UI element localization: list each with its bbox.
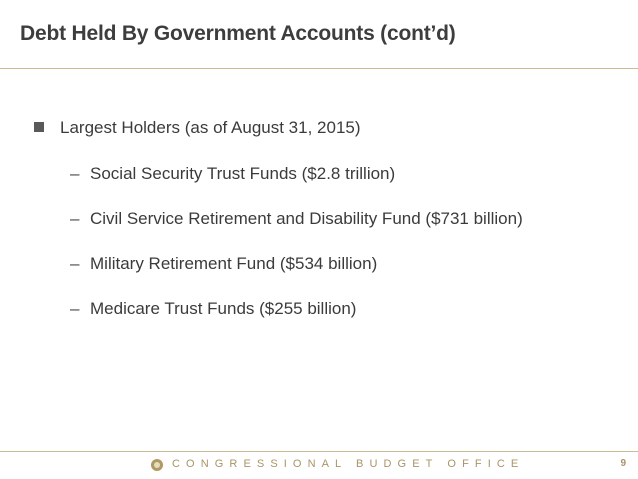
footer-divider [0,451,638,452]
bullet-text: Largest Holders (as of August 31, 2015) [60,118,361,137]
sub-bullet-item [70,164,628,184]
sub-bullet-item [70,209,628,229]
footer [0,458,638,474]
title-divider [0,68,638,69]
cbo-seal-icon [151,459,163,471]
dash-icon: – [70,254,80,273]
sub-bullet-item [70,254,628,274]
sub-bullet-text: Civil Service Retirement and Disability Fund ($731 billion) [90,209,523,228]
sub-bullet-text: Medicare Trust Funds ($255 billion) [90,299,357,318]
slide-title: Debt Held By Government Accounts (cont’d) [20,22,456,45]
bullet-list [34,118,628,319]
dash-icon: – [70,299,80,318]
page-number: 9 [620,458,626,469]
dash-icon: – [70,164,80,183]
agency-name: CONGRESSIONAL BUDGET OFFICE [172,458,525,470]
dash-icon: – [70,209,80,228]
sub-bullet-text: Military Retirement Fund ($534 billion) [90,254,378,273]
sub-bullet-item [70,299,628,319]
sub-bullet-text: Social Security Trust Funds ($2.8 trillion) [90,164,396,183]
bullet-item [34,118,628,138]
square-bullet-icon [34,122,44,132]
